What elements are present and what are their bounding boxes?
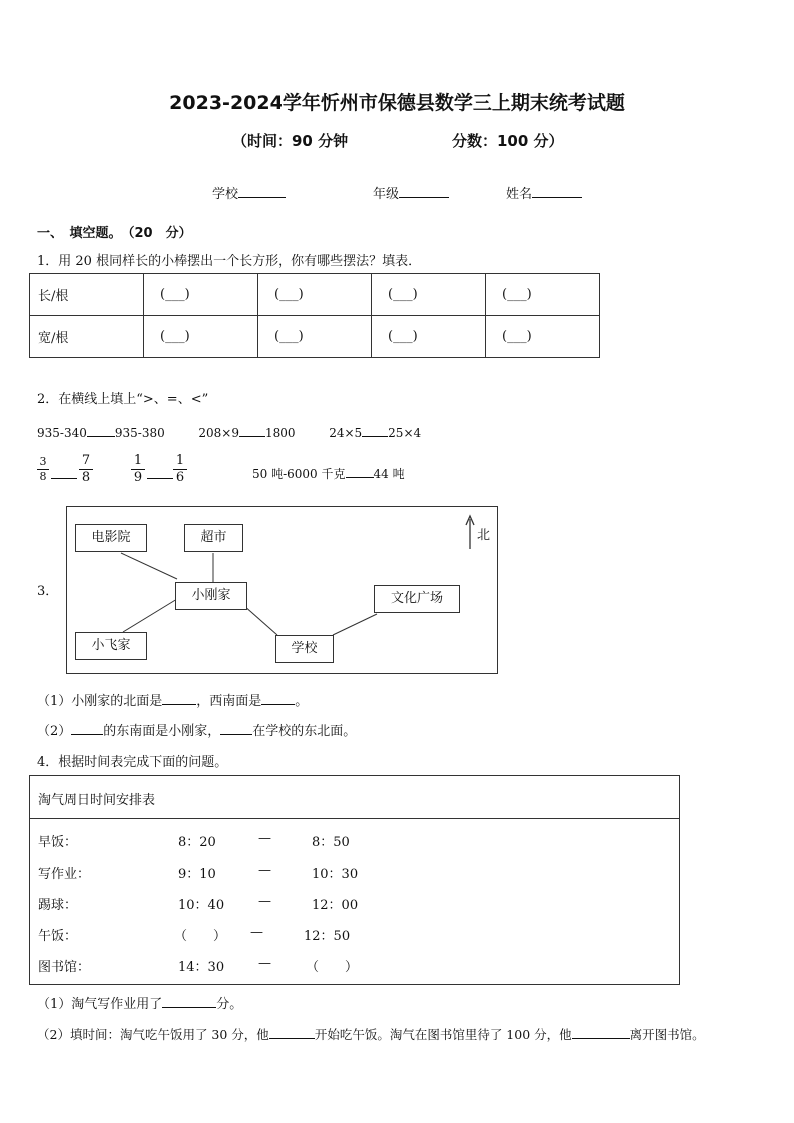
page-title: 2023-2024学年忻州市保德县数学三上期末统考试题 [169,92,625,114]
q4-prompt: 4．根据时间表完成下面的问题。 [37,755,228,770]
q3-sub1-text: （1）小刚家的北面是 [37,694,163,709]
compare-blank[interactable] [239,424,265,437]
dash: — [250,925,263,940]
q3-sub2-text: （2） [37,724,72,739]
end-time: 12：50 [304,929,351,944]
grade-label: 年级 [373,187,400,202]
answer-blank[interactable] [162,692,196,705]
start-time: 8：20 [178,835,216,850]
expr: 50 吨-6000 千克 [252,467,346,481]
schedule-table [29,775,680,985]
q1-table [29,273,600,358]
end-time-blank[interactable]: （ ） [306,960,359,975]
q3-sub1 [37,690,308,709]
answer-cell[interactable]: (___) [372,274,486,316]
dash: — [258,831,271,846]
place-cinema: 电影院 [75,524,147,552]
denominator: 8 [37,469,49,484]
q3-sub1-text: 。 [295,694,309,709]
dash: — [258,894,271,909]
answer-blank[interactable] [572,1026,630,1039]
expr: 44 吨 [373,467,405,481]
answer-cell[interactable]: (___) [258,316,372,358]
q3-sub2-text: 在学校的东北面。 [252,724,357,739]
q4-sub2-text: （2）填时间：淘气吃午饭用了 30 分，他 [37,1027,269,1042]
q4-sub1-text: 分。 [216,997,243,1012]
section-heading: 一、 填空题。 （20 分） [37,226,192,241]
place-culture-square: 文化广场 [374,585,460,613]
q4-sub1-text: （1）淘气写作业用了 [37,997,163,1012]
fraction [37,455,49,484]
compare-blank[interactable] [346,465,374,478]
q4-sub1 [37,993,242,1012]
answer-blank[interactable] [162,995,216,1008]
denominator: 9 [131,469,145,486]
denominator: 8 [79,469,93,486]
table-row [30,316,600,358]
q2-prompt: 2．在横线上填上“>、=、<” [37,392,209,407]
place-xiaogang-home: 小刚家 [175,582,247,610]
answer-cell[interactable]: (___) [258,274,372,316]
expr: 208×9 [198,426,239,440]
place-supermarket: 超市 [184,524,243,552]
schedule-header [30,776,679,819]
q1-prompt: 1．用 20 根同样长的小棒摆出一个长方形，你有哪些摆法？填表． [37,254,422,269]
answer-cell[interactable]: (___) [144,274,258,316]
start-time-blank[interactable]: （ ） [174,929,227,944]
weights-compare [252,465,405,482]
fraction [79,453,93,486]
school-label: 学校 [212,187,239,202]
q4-sub2-text: 离开图书馆。 [629,1027,705,1042]
numerator: 7 [81,453,91,468]
answer-blank[interactable] [269,1026,315,1039]
schedule-title: 淘气周日时间安排表 [38,793,156,808]
expr: 935-340 [37,426,87,440]
direction-map [66,506,498,674]
start-time: 9：10 [178,867,216,882]
answer-blank[interactable] [261,692,295,705]
exam-score: 分数：100 分） [452,132,564,150]
expr: 1800 [265,426,296,440]
numerator: 1 [133,453,143,468]
name-field[interactable] [506,183,582,202]
compare-blank[interactable] [147,478,173,479]
answer-cell[interactable]: (___) [144,316,258,358]
grade-field[interactable] [373,183,449,202]
q4-sub2 [37,1025,705,1043]
q3-sub2 [37,720,356,739]
grade-blank[interactable] [399,185,449,198]
fraction [131,453,145,486]
start-time: 14：30 [178,960,225,975]
row-label-length: 长/根 [30,274,144,316]
q3-sub2-text: 的东南面是小刚家， [103,724,221,739]
numerator: 3 [39,455,47,468]
exam-time: （时间：90 分钟 [232,132,349,150]
end-time: 12：00 [312,898,359,913]
activity: 早饭： [38,835,78,850]
answer-cell[interactable]: (___) [486,316,600,358]
denominator: 6 [173,469,187,486]
row-label-width: 宽/根 [30,316,144,358]
activity: 写作业： [38,867,91,882]
answer-cell[interactable]: (___) [372,316,486,358]
q2-line1 [37,424,421,440]
table-row [30,274,600,316]
compare-blank[interactable] [362,424,388,437]
start-time: 10：40 [178,898,225,913]
end-time: 10：30 [312,867,359,882]
expr: 24×5 [329,426,363,440]
q3-sub1-text: ，西南面是 [196,694,262,709]
dash: — [258,863,271,878]
north-label: 北 [477,528,491,543]
school-field[interactable] [212,183,286,202]
q3-number: 3． [37,584,59,599]
end-time: 8：50 [312,835,350,850]
activity: 踢球： [38,898,78,913]
activity: 午饭： [38,929,78,944]
numerator: 1 [175,453,185,468]
activity: 图书馆： [38,960,91,975]
answer-blank[interactable] [71,722,103,735]
answer-blank[interactable] [220,722,252,735]
fraction [173,453,187,486]
expr: 935-380 [114,426,165,440]
place-xiaofei-home: 小飞家 [75,632,147,660]
expr: 25×4 [388,426,422,440]
q4-sub2-text: 开始吃午饭。淘气在图书馆里待了 100 分，他 [314,1027,572,1042]
school-blank[interactable] [238,185,286,198]
place-school: 学校 [275,635,334,663]
compare-blank[interactable] [87,424,115,437]
name-label: 姓名 [506,187,533,202]
name-blank[interactable] [532,185,582,198]
dash: — [258,956,271,971]
answer-cell[interactable]: (___) [486,274,600,316]
compare-blank[interactable] [51,478,77,479]
